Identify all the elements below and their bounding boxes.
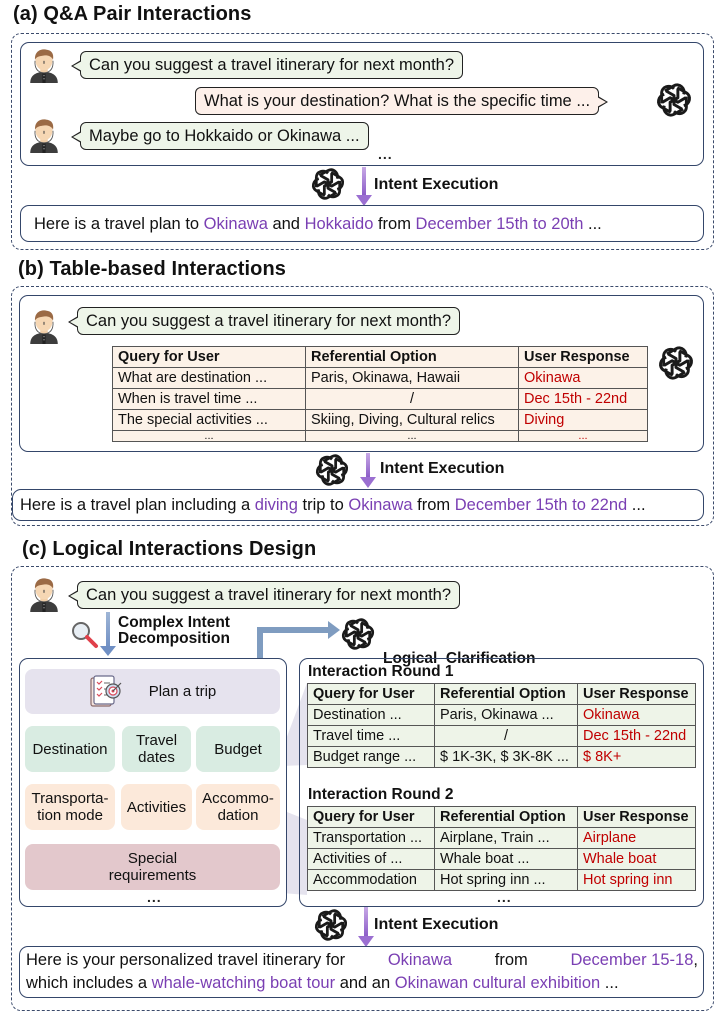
round-2-title: Interaction Round 2 — [308, 786, 454, 803]
decomposition-label: Complex Intent Decomposition — [118, 614, 230, 647]
highlight-destination-2: Hokkaido — [304, 215, 374, 233]
special-requirements-node: Special requirements — [25, 844, 280, 890]
table-row: The special activities ... Skiing, Diving, Cultural relics Diving — [113, 410, 648, 431]
table-header-row: Query for User Referential Option User Response — [113, 347, 648, 368]
table-row: Budget range ... $ 1K-3K, $ 3K-8K ... $ 8K+ — [308, 747, 696, 768]
table-row: Accommodation Hot spring inn ... Hot spring inn — [308, 870, 696, 891]
plan-a-trip-node: Plan a trip — [25, 669, 280, 714]
highlight-destination: Okinawa — [387, 951, 453, 969]
highlight-dates: December 15th to 22nd — [454, 496, 628, 514]
round-1-title: Interaction Round 1 — [308, 663, 454, 680]
highlight-dates: December 15-18 — [570, 951, 694, 969]
budget-node: Budget — [196, 726, 280, 772]
table-row-ellipsis: ... ... ... — [113, 431, 648, 442]
destination-node: Destination — [25, 726, 115, 772]
table-row: Travel time ... / Dec 15th - 22nd — [308, 726, 696, 747]
highlight-destination: Okinawa — [348, 496, 413, 514]
table-row: Destination ... Paris, Okinawa ... Okinawa — [308, 705, 696, 726]
checklist-target-icon — [89, 674, 123, 710]
user-message: Can you suggest a travel itinerary for next month? — [77, 581, 460, 609]
section-b-title: (b) Table-based Interactions — [18, 258, 287, 280]
ellipsis: ... — [378, 146, 393, 162]
intent-execution-label: Intent Execution — [374, 916, 499, 933]
highlight-destination: Okinawa — [203, 215, 268, 233]
user-message-2: Maybe go to Hokkaido or Okinawa ... — [80, 122, 369, 150]
user-message: Can you suggest a travel itinerary for next month? — [77, 307, 460, 335]
highlight-activity: diving — [254, 496, 298, 514]
round-1-table — [307, 683, 696, 768]
table-row: When is travel time ... / Dec 15th - 22nd — [113, 389, 648, 410]
clarification-label: Logical Clarification — [383, 650, 536, 667]
table-header-row: Query for User Referential Option User Response — [308, 807, 696, 828]
user-message-1: Can you suggest a travel itinerary for next month? — [80, 51, 463, 79]
table-header-row: Query for User Referential Option User Response — [308, 684, 696, 705]
ellipsis: ... — [497, 889, 512, 905]
round-2-table-wrap — [307, 806, 696, 891]
table-row: Transportation ... Airplane, Train ... Airplane — [308, 828, 696, 849]
execution-arrow — [364, 907, 368, 937]
highlight-activity: whale-watching boat tour — [151, 974, 336, 992]
travel-dates-node: Travel dates — [122, 726, 191, 772]
round-2-table — [307, 806, 696, 891]
assistant-message-1: What is your destination? What is the specific time ... — [195, 87, 599, 115]
activities-node: Activities — [121, 784, 192, 830]
section-c-result-text: Here is your personalized travel itinerary for Okinawa from December 15-18, which includes a whale-watching boat tour and an Okinawan cultural exhibition ... — [26, 951, 698, 992]
table-row: What are destination ... Paris, Okinawa, Hawaii Okinawa — [113, 368, 648, 389]
transportation-mode-node: Transporta- tion mode — [25, 784, 115, 830]
intent-execution-label: Intent Execution — [380, 460, 505, 477]
highlight-dates: December 15th to 20th — [415, 215, 584, 233]
intent-execution-label: Intent Execution — [374, 176, 499, 193]
section-a-result-text: Here is a travel plan to Okinawa and Hokkaido from December 15th to 20th ... — [34, 215, 602, 233]
section-c-title: (c) Logical Interactions Design — [22, 538, 317, 560]
section-b-result-text: Here is a travel plan including a diving trip to Okinawa from December 15th to 22nd ... — [20, 496, 646, 514]
ellipsis: ... — [147, 889, 162, 905]
highlight-exhibition: Okinawan cultural exhibition — [394, 974, 601, 992]
section-a-title: (a) Q&A Pair Interactions — [13, 3, 252, 25]
gpt-logo-icon — [314, 908, 348, 942]
accommodation-node: Accommo- dation — [196, 784, 280, 830]
table-row: Activities of ... Whale boat ... Whale boat — [308, 849, 696, 870]
